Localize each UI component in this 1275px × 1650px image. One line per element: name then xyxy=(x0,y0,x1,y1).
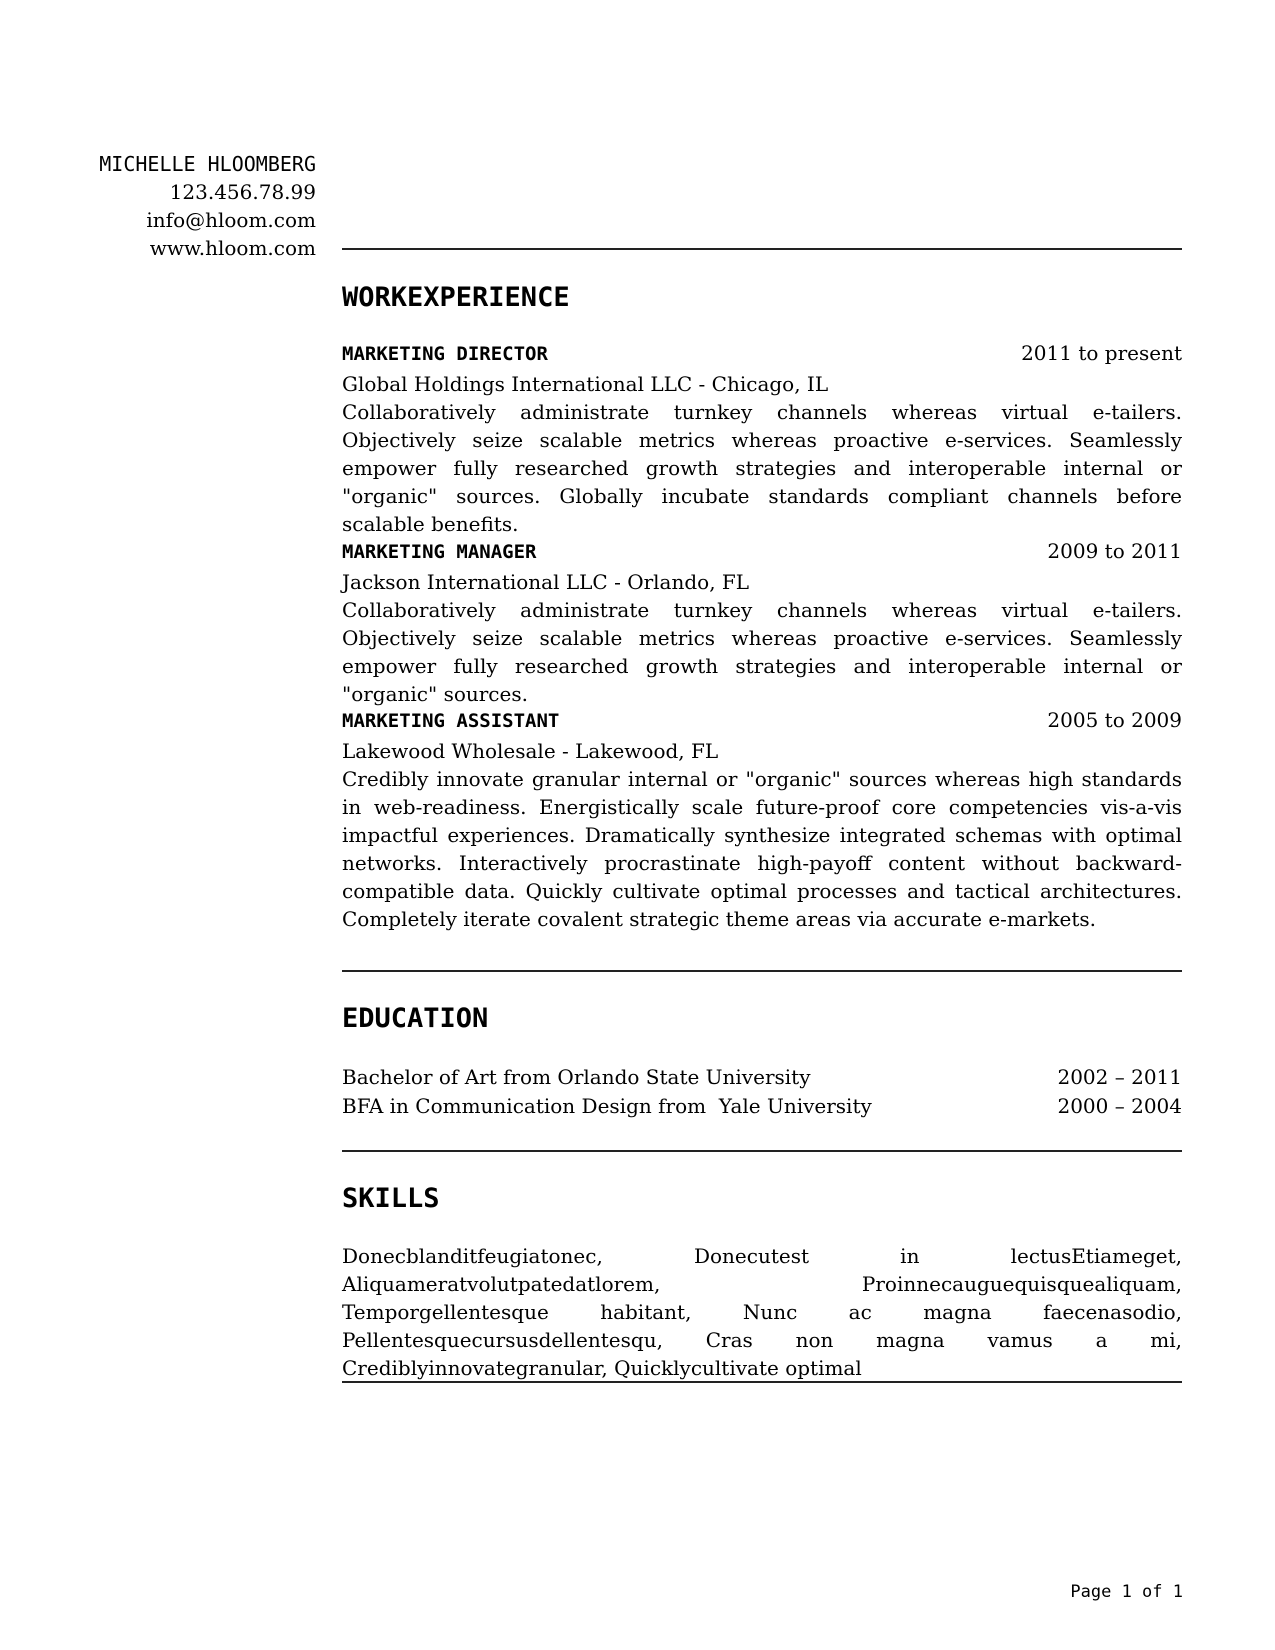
education-item xyxy=(342,1063,1182,1092)
job-title: MARKETING MANAGER xyxy=(342,541,537,563)
job-dates: 2011 to present xyxy=(1021,341,1182,365)
divider-work xyxy=(342,970,1182,972)
section-title-work: WORKEXPERIENCE xyxy=(342,282,570,313)
job-description: Credibly innovate granular internal or "organic" sources whereas high standards in web-readiness. Energistically scale future-proof core competencies vis-a-vis impactful experiences. Dramatically synthesize integrated schemas with optimal networks. Interactively procrastinate high-payoff content without backward-compatible data. Quickly cultivate optimal processes and tactical architectures. Completely iterate covalent strategic theme areas via accurate e-markets. xyxy=(342,767,1182,931)
phone-number: 123.456.78.99 xyxy=(169,180,316,204)
email-address: info@hloom.com xyxy=(146,208,316,232)
job-title: MARKETING DIRECTOR xyxy=(342,343,548,365)
education-list xyxy=(342,1063,1182,1121)
job-description: Collaboratively administrate turnkey channels whereas virtual e-tailers. Objectively seize scalable metrics whereas proactive e-services. Seamlessly empower fully researched growth strategies and interoperable internal or "organic" sources. Globally incubate standards compliant channels before scalable benefits. xyxy=(342,400,1182,536)
job-company: Jackson International LLC - Orlando, FL xyxy=(342,570,750,594)
education-degree: BFA in Communication Design from Yale University xyxy=(342,1094,872,1118)
divider-top xyxy=(342,248,1182,250)
education-dates: 2002 – 2011 xyxy=(1057,1065,1182,1089)
job-company: Global Holdings International LLC - Chicago, IL xyxy=(342,372,829,396)
divider-education xyxy=(342,1150,1182,1152)
page-number: Page 1 of 1 xyxy=(1070,1582,1183,1602)
candidate-name: MICHELLE HLOOMBERG xyxy=(99,152,316,176)
job-dates: 2009 to 2011 xyxy=(1047,539,1182,563)
contact-block xyxy=(60,150,316,262)
website-url: www.hloom.com xyxy=(149,236,316,260)
skills-text: Donecblanditfeugiatonec, Donecutest in lectusEtiameget, Aliquameratvolutpatedatlorem, Proinnecauguequisquealiquam, Temporgellentesque habitant, Nunc ac magna faecenasodio, Pellentesquecursusdellentesqu, Cras non magna vamus a mi, Crediblyinnovategranular, Quicklycultivate optimal xyxy=(342,1244,1182,1380)
section-title-skills: SKILLS xyxy=(342,1183,440,1214)
job-entry xyxy=(342,341,1182,538)
job-entry xyxy=(342,708,1182,933)
job-entry xyxy=(342,539,1182,708)
education-dates: 2000 – 2004 xyxy=(1057,1094,1182,1118)
job-title: MARKETING ASSISTANT xyxy=(342,710,560,732)
job-description: Collaboratively administrate turnkey channels whereas virtual e-tailers. Objectively seize scalable metrics whereas proactive e-services. Seamlessly empower fully researched growth strategies and interoperable internal or "organic" sources. xyxy=(342,598,1182,706)
divider-skills xyxy=(342,1381,1182,1383)
education-item xyxy=(342,1092,1182,1121)
education-degree: Bachelor of Art from Orlando State University xyxy=(342,1065,811,1089)
job-dates: 2005 to 2009 xyxy=(1047,708,1182,732)
job-company: Lakewood Wholesale - Lakewood, FL xyxy=(342,739,719,763)
section-title-education: EDUCATION xyxy=(342,1003,489,1034)
